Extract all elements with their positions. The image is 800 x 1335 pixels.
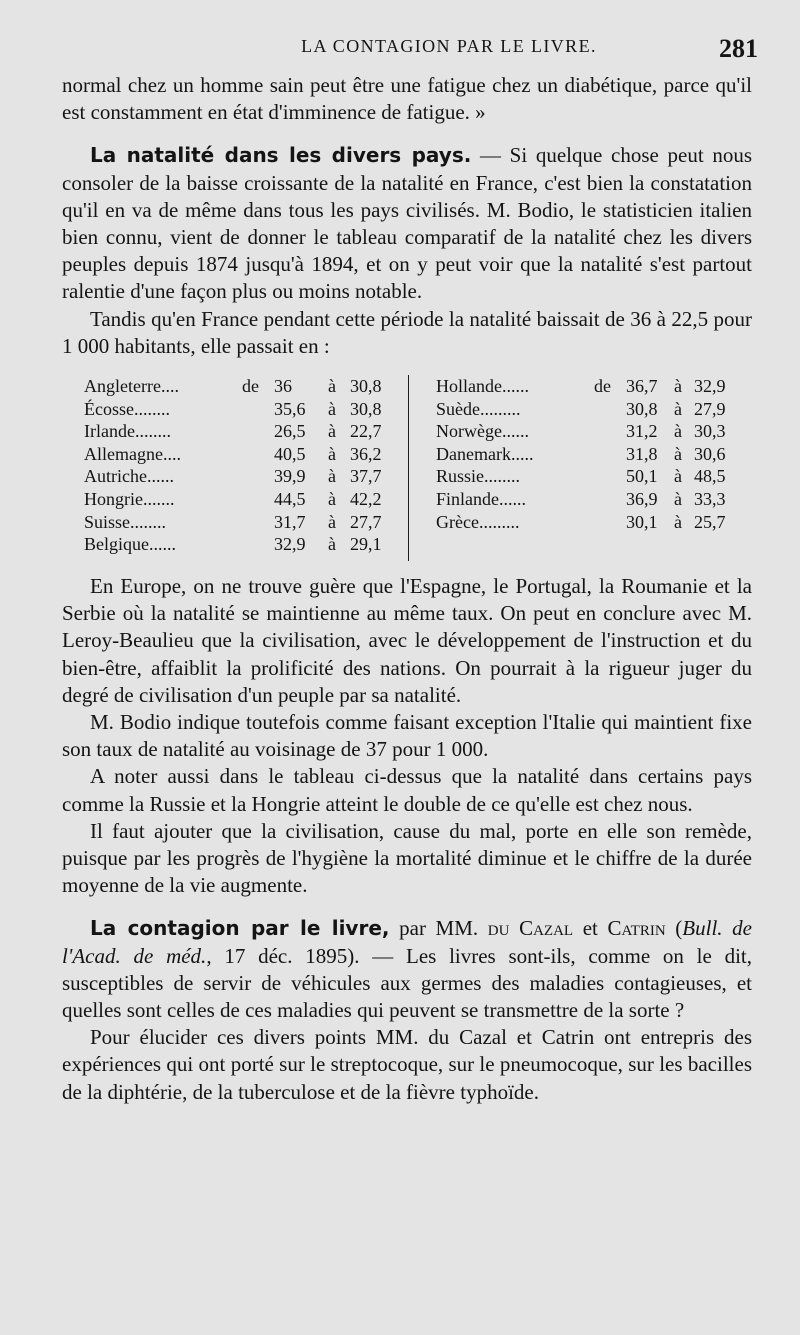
paragraph-text: par MM.	[389, 916, 488, 941]
rate-1874: 30,1	[626, 511, 658, 532]
author-name: Catrin	[607, 916, 666, 941]
rate-1894: 42,2	[350, 489, 382, 509]
rate-1874: 32,9	[274, 534, 306, 555]
paragraph-contagion-intro	[62, 915, 752, 1024]
country-name: Suisse........	[84, 511, 167, 532]
rate-1874: 26,5	[274, 421, 306, 442]
natality-table	[62, 373, 752, 565]
country-name: Grèce.........	[436, 511, 520, 532]
paragraph-natalite-intro	[62, 142, 752, 305]
rate-1874: 39,9	[274, 466, 306, 487]
country-name: Irlande........	[84, 421, 171, 442]
rate-1894: 27,7	[350, 511, 382, 532]
paragraph-text: et	[573, 916, 608, 941]
rate-1894: 22,7	[350, 421, 382, 442]
paragraph-europe: En Europe, on ne trouve guère que l'Espagne, le Portugal, la Roumanie et la Serbie où la natalité se maintienne au même taux. On peut en conclure avec M. Leroy-Beaulieu que la civilisation, avec le développement de l'instruction et du bien-être, affaiblit la prolificité des nations. On pourrait à la rigueur juger du degré de civilisation d'un peuple par sa natalité.	[62, 574, 752, 707]
country-name: Danemark.....	[436, 443, 534, 464]
table-cell-a: à	[328, 534, 336, 555]
table-row	[436, 418, 746, 441]
table-cell-a: à	[328, 421, 336, 442]
natality-table-right-column	[436, 373, 746, 531]
running-title: LA CONTAGION PAR LE LIVRE.	[301, 36, 597, 56]
rate-1874: 36,9	[626, 489, 658, 509]
body-text	[62, 72, 752, 1106]
paragraph-continuation: normal chez un homme sain peut être une fatigue chez un diabétique, parce qu'il est constamment en état d'imminence de fatigue. »	[62, 73, 752, 125]
country-name: Finlande......	[436, 489, 526, 509]
table-row	[84, 486, 394, 509]
rate-1874: 31,2	[626, 421, 658, 442]
rate-1874: 31,7	[274, 511, 306, 532]
paragraph-france: Tandis qu'en France pendant cette période la natalité baissait de 36 à 22,5 pour 1 000 habitants, elle passait en :	[62, 306, 752, 358]
country-name: Angleterre....	[84, 376, 179, 397]
table-row	[84, 463, 394, 486]
rate-1874: 50,1	[626, 466, 658, 487]
paragraph-civilisation: Il faut ajouter que la civilisation, cause du mal, porte en elle son remède, puisque par les progrès de l'hygiène la mortalité diminue et le chiffre de la durée moyenne de la vie augmente.	[62, 818, 752, 898]
country-name: Suède.........	[436, 398, 521, 419]
country-name: Hongrie.......	[84, 489, 175, 509]
journal-reference: Bull. de l'Acad. de méd.	[62, 916, 752, 968]
rate-1894: 25,7	[694, 511, 726, 532]
rate-1894: 36,2	[350, 443, 382, 464]
rate-1874: 31,8	[626, 443, 658, 464]
paragraph-text: — Si quelque chose peut nous consoler de la baisse croissante de la natalité en France, c'est bien la constatation qu'il en va de même dans tous les pays civilisés. M. Bodio, le statisticien italien bien connu, vient de donner le tableau comparatif de la natalité chez les divers peuples depuis 1874 jusqu'à 1894, et on y peut voir que la natalité s'est partout ralentie d'une façon plus ou moins notable.	[62, 143, 752, 304]
rate-1874: 40,5	[274, 443, 306, 464]
table-cell-a: à	[328, 443, 336, 464]
paragraph-text: (	[665, 916, 683, 941]
rate-1874: 36	[274, 376, 292, 397]
table-row	[84, 531, 394, 554]
country-name: Autriche......	[84, 466, 174, 487]
table-cell-a: à	[674, 466, 682, 487]
running-head	[60, 34, 758, 64]
country-name: Hollande......	[436, 376, 529, 397]
section-heading-natalite: La natalité dans les divers pays.	[90, 143, 472, 168]
rate-1894: 30,6	[694, 443, 726, 464]
rate-1894: 30,8	[350, 398, 382, 419]
paragraph-italie: M. Bodio indique toutefois comme faisant exception l'Italie qui maintient fixe son taux de natalité au voisinage de 37 pour 1 000.	[62, 710, 752, 762]
table-cell-a: à	[328, 376, 336, 397]
table-cell-de: de	[594, 376, 611, 397]
rate-1874: 35,6	[274, 398, 306, 419]
rate-1894: 30,8	[350, 376, 382, 397]
country-name: Belgique......	[84, 534, 176, 555]
table-cell-a: à	[674, 489, 682, 509]
table-row	[436, 396, 746, 419]
table-row	[436, 509, 746, 532]
table-cell-a: à	[674, 443, 682, 464]
table-cell-a: à	[674, 421, 682, 442]
table-cell-a: à	[328, 511, 336, 532]
rate-1874: 36,7	[626, 376, 658, 397]
table-row	[436, 486, 746, 509]
table-cell-de: de	[242, 376, 259, 397]
rate-1874: 30,8	[626, 398, 658, 419]
country-name: Écosse........	[84, 398, 170, 419]
table-row	[84, 418, 394, 441]
rate-1894: 30,3	[694, 421, 726, 442]
page-number: 281	[719, 34, 758, 63]
rate-1894: 37,7	[350, 466, 382, 487]
table-row	[436, 373, 746, 396]
rate-1894: 27,9	[694, 398, 726, 419]
author-name: du Cazal	[487, 916, 574, 941]
rate-1894: 48,5	[694, 466, 726, 487]
table-cell-a: à	[674, 376, 682, 397]
table-row	[84, 373, 394, 396]
rate-1894: 29,1	[350, 534, 382, 555]
rate-1894: 33,3	[694, 489, 726, 509]
rate-1894: 32,9	[694, 376, 726, 397]
table-row	[436, 463, 746, 486]
table-cell-a: à	[674, 511, 682, 532]
natality-table-left-column	[84, 373, 394, 554]
rate-1874: 44,5	[274, 489, 306, 509]
table-cell-a: à	[328, 489, 336, 509]
table-cell-a: à	[328, 466, 336, 487]
section-heading-contagion: La contagion par le livre,	[90, 916, 390, 941]
country-name: Russie........	[436, 466, 521, 487]
table-row	[84, 396, 394, 419]
paragraph-experiences: Pour élucider ces divers points MM. du Cazal et Catrin ont entrepris des expériences qui ont porté sur le streptocoque, sur le pneumocoque, sur les bacilles de la diphtérie, de la tuberculose et de la fièvre typhoïde.	[62, 1025, 752, 1104]
table-row	[84, 441, 394, 464]
country-name: Norwège......	[436, 421, 529, 442]
table-row	[436, 441, 746, 464]
table-cell-a: à	[328, 398, 336, 419]
table-divider	[408, 375, 409, 561]
country-name: Allemagne....	[84, 443, 181, 464]
table-row	[84, 509, 394, 532]
paragraph-russie-hongrie: A noter aussi dans le tableau ci-dessus que la natalité dans certains pays comme la Russie et la Hongrie atteint le double de ce qu'elle est chez nous.	[62, 764, 752, 816]
paragraph-text: , 17 déc. 1895). — Les livres sont-ils, comme on le dit, susceptibles de servir de véhicules aux germes des maladies contagieuses, et quelles sont celles de ces maladies qui peuvent se transmettre de la sorte ?	[62, 943, 753, 1023]
table-cell-a: à	[674, 398, 682, 419]
